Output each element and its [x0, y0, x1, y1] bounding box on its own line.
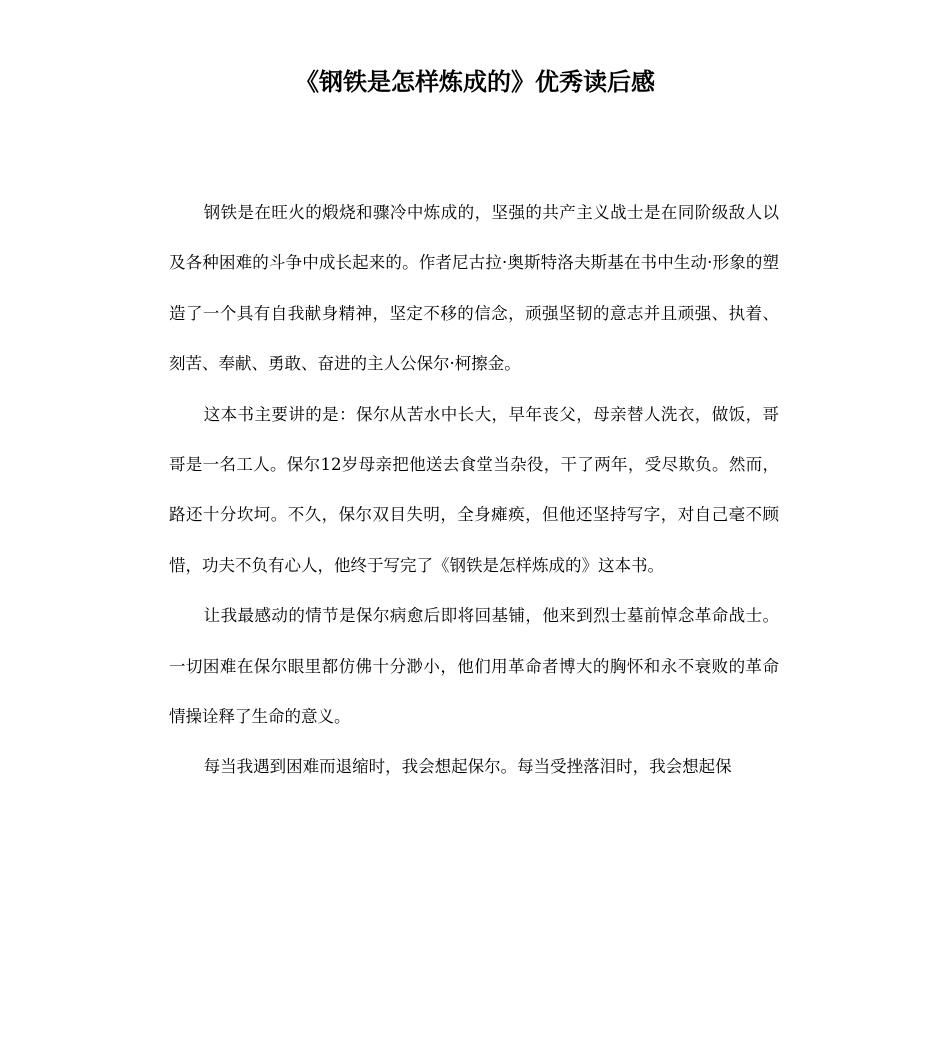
paragraph-2: 这本书主要讲的是：保尔从苦水中长大，早年丧父，母亲替人洗衣，做饭，哥哥是一名工人。保尔12岁母亲把他送去食堂当杂役，干了两年，受尽欺负。然而，路还十分坎坷。不久，保尔双目失明，全身瘫痪，但他还坚持写字，对自己毫不顾惜，功夫不负有心人，他终于写完了《钢铁是怎样炼成的》这本书。: [169, 404, 779, 575]
paragraph-3: 让我最感动的情节是保尔病愈后即将回基铺，他来到烈士墓前悼念革命战士。一切困难在保尔眼里都仿佛十分渺小，他们用革命者博大的胸怀和永不衰败的革命情操诠释了生命的意义。: [169, 606, 779, 727]
document-title: 《钢铁是怎样炼成的》优秀读后感: [295, 68, 655, 96]
paragraph-4: 每当我遇到困难而退缩时，我会想起保尔。每当受挫落泪时，我会想起保: [203, 757, 732, 777]
document-body: [169, 188, 779, 793]
paragraph-1: 钢铁是在旺火的煅烧和骤冷中炼成的，坚强的共产主义战士是在同阶级敌人以及各种困难的斗争中成长起来的。作者尼古拉·奥斯特洛夫斯基在书中生动·形象的塑造了一个具有自我献身精神，坚定不移的信念，顽强坚韧的意志并且顽强、执着、刻苦、奉献、勇敢、奋进的主人公保尔·柯擦金。: [169, 203, 779, 374]
